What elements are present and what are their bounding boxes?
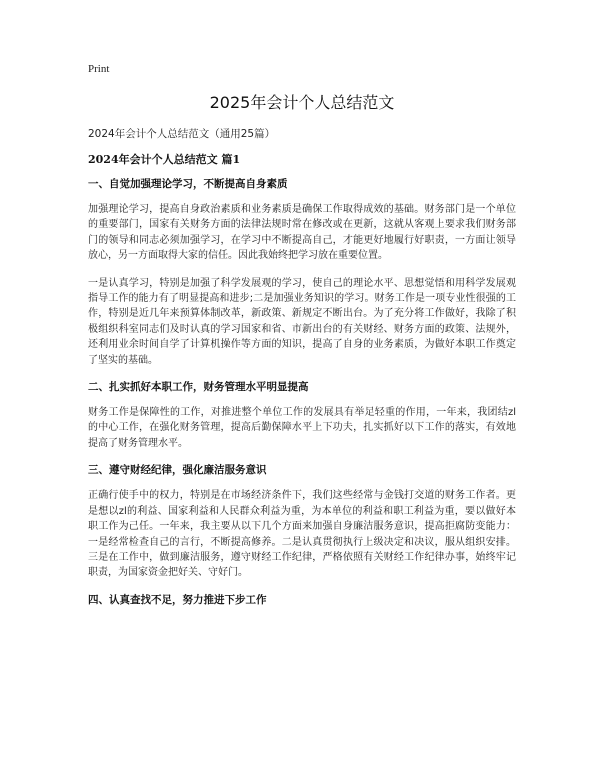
- heading-1: 一、自觉加强理论学习，不断提高自身素质: [88, 178, 288, 190]
- print-label[interactable]: Print: [88, 63, 110, 75]
- document-title: 2025年会计个人总结范文: [209, 93, 395, 112]
- heading-3: 三、遵守财经纪律，强化廉洁服务意识: [88, 464, 267, 477]
- heading-2: 二、扎实抓好本职工作，财务管理水平明显提高: [88, 381, 309, 394]
- paragraph-4: 正确行使手中的权力，特别是在市场经济条件下，我们这些经常与金钱打交道的财务工作者。更是想以zl的利益、国家利益和人民群众利益为重，为本单位的利益和职工利益为重，要以做好本职工作为己任。一年来，我主要从以下几个方面来加强自身廉洁服务意识，提高拒腐防变能力：一是经常检查自己的言行，不断提高修养。二是认真贯彻执行上级决定和决议，服从组织安排。三是在工作中，做到廉洁服务，遵守财经工作纪律，严格依照有关财经工作纪律办事，始终牢记职责，为国家资金把好关、守好门。: [88, 490, 516, 579]
- paragraph-3: 财务工作是保障性的工作，对推进整个单位工作的发展具有举足轻重的作用，一年来，我团结zl的中心工作，在强化财务管理，提高后勤保障水平上下功夫，扎实抓好以下工作的落实，有效地提高了财务管理水平。: [88, 407, 516, 449]
- document-subtitle: 2024年会计个人总结范文（通用25篇）: [88, 128, 276, 140]
- paragraph-2: 一是认真学习，特别是加强了科学发展观的学习，使自己的理论水平、思想觉悟和用科学发展观指导工作的能力有了明显提高和进步;二是加强业务知识的学习。财务工作是一项专业性很强的工作，特别是近几年来预算体制改革，新政策、新规定不断出台。为了充分将工作做好，我除了积极组织科室同志们及时认真的学习国家和省、市新出台的有关财经、财务方面的政策、法规外，还利用业余时间自学了计算机操作等方面的知识，提高了自身的业务素质，为做好本职工作奠定了坚实的基础。: [88, 277, 516, 366]
- document-page: [88, 62, 516, 618]
- heading-4: 四、认真查找不足，努力推进下步工作: [88, 593, 267, 606]
- paragraph-1: 加强理论学习，提高自身政治素质和业务素质是确保工作取得成效的基础。财务部门是一个单位的重要部门，国家有关财务方面的法律法规时常在修改或在更新，这就从客观上要求我们财务部门的领导和同志必须加强学习，在学习中不断提高自己，才能更好地履行好职责，一方面让领导放心，另一方面取得大家的信任。因此我始终把学习放在重要位置。: [88, 204, 516, 262]
- section-title: 2024年会计个人总结范文 篇1: [88, 153, 241, 166]
